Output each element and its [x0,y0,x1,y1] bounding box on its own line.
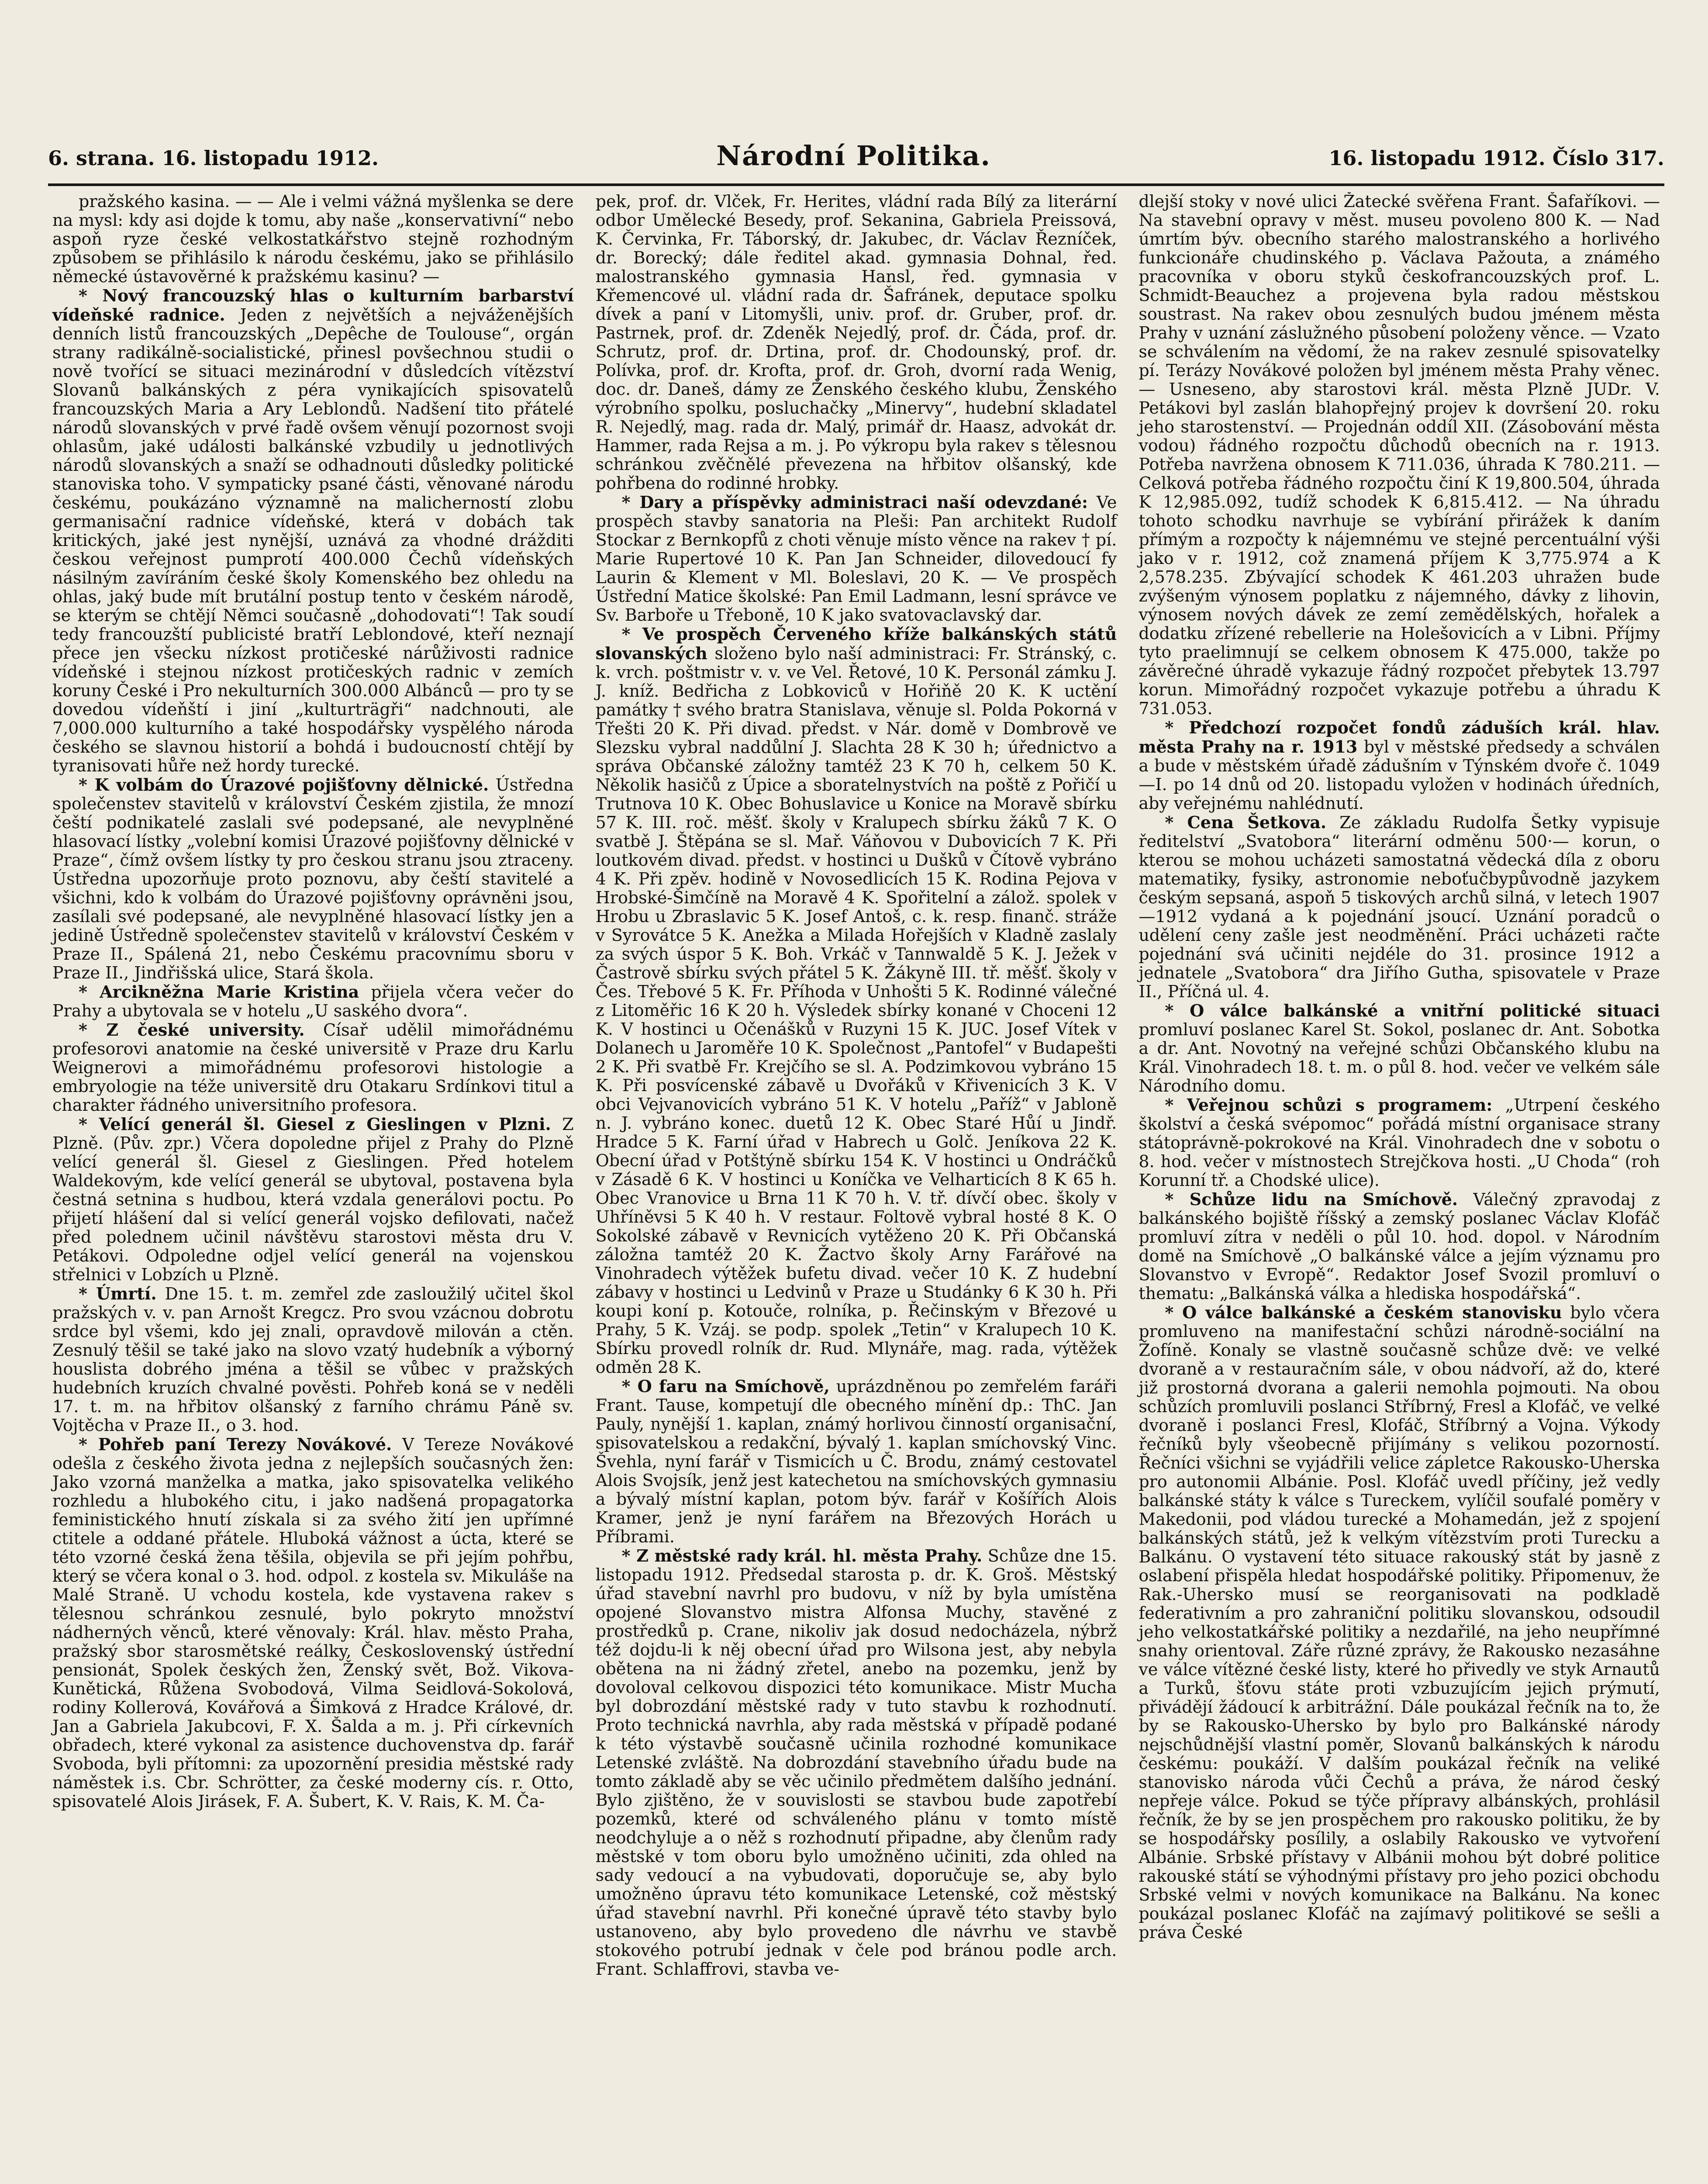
page-header [48,140,1664,188]
article-paragraph [52,1284,574,1435]
article-text: složeno bylo naší administraci: Fr. Stránský, c. k. vrch. poštmistr v. v. ve Vel. Řetové, 10 K. Personál zámku J. J. kníž. Bedřicha z Lobkoviců v Hořiňě 20 K. K uctění památky † svého bratra Stanislava, věnuje sl. Polda Pokorná v Třešti 20 K. Při divad. předst. v Nár. domě v Dombrově ve Slezsku vybral naddůlní J. Slachta 28 K 30 h; úřednictvo a správa Občanské záložny tamtéž 23 K 70 h, celkem 50 K. Několik hasičů z Úpice a sboratelnystvích na poště z Pořičí u Trutnova 10 K. Obec Bohuslavice u Konice na Moravě sbírku 57 K. III. roč. měšť. školy v Kralupech sbírku žáků 7 K. O svatbě J. Štěpána se sl. Mař. Váňovou v Dubovicích 7 K. Při loutkovém divad. předst. v hostinci u Dušků v Čítově vybráno 4 K. Při zpěv. hodině v Novosedlicích 15 K. Rodina Pejova v Hrobské-Šimčíně na Moravě 4 K. Spořitelní a zálož. spolek v Hrobu u Zbraslavic 5 K. Josef Antoš, c. k. resp. finanč. stráže v Syrovátce 5 K. Anežka a Milada Hořejších v Kladně zaslaly za svých úspor 5 K. Boh. Vrkáč v Tannwaldě 5 K. J. Ježek v Častrově sbírku svých přátel 5 K. Žákyně III. tř. měšť. školy v Čes. Třebové 5 K. Fr. Příhoda v Unhošti 5 K. Rodinné válečné z Litoměřic 16 K 20 h. Výsledek sbírky konané v Choceni 12 K. V hostinci u Očenášků v Ruzyni 15 K. JUC. Josef Vítek v Dolanech u Jaroměře 10 K. Společnost „Pantofel“ v Budapešti 2 K. Při svatbě Fr. Krejčího se sl. A. Podzimkovou vybráno 15 K. Při posvícenské zábavě u Dvořáků v Křivenicích 3 K. V obci Vejvanovicích vybráno 51 K. V hotelu „Paříž“ v Jabloně n. J. vybráno konec. duetů 12 K. Obec Staré Hůí u Jindř. Hradce 5 K. Farní úřad v Habrech u Golč. Jeníkova 22 K. Obecní úřad v Potštýně sbírku 154 K. V hostinci u Ondráčků v Zásadě 6 K. V hostinci u Koníčka ve Velharticích 8 K 65 h. Obec Vranovice u Brna 11 K 70 h. V. tř. dívčí obec. školy v Uhříněvsi 5 K 40 h. V restaur. Foltově vybral hosté 8 K. O Sokolské zábavě v Revnicích vytěženo 20 K. Při Občanská záložna tamtéž 20 K. Žactvo školy Arny Farářové na Vinohradech výtěžek bufetu divad. večer 10 K. Z hudební zábavy v hostinci u Ledvinů v Praze u Studánky 6 K 30 h. Při koupi koní p. Kotouče, rolníka, p. Řečinským v Březové u Prahy, 5 K. Vzáj. se podp. spolek „Tetin“ v Kralupech 10 K. Sbírku provedl rolník dr. Rud. Mlynáře, mag. rada, výtěžek odměn 28 K. [595,644,1117,1377]
article-paragraph [1139,192,1660,718]
article-text: Schůze dne 15. listopadu 1912. Předsedal starosta p. dr. K. Groš. Městský úřad stavební navrhl pro budovu, v níž by byla umístěna opojené Slovanstvo mistra Alfonsa Muchy, stavěné z prostředků p. Crane, nikoliv jak dosud nedocházela, nýbrž též dojdu-li k něj obecní úřad pro Wilsona jest, aby nebyla obětena na ni žádný zřetel, anebo na pozemku, jenž by dovoloval celkovou dispozici této komunikace. Mistr Mucha byl dobrozdání městské rady v tuto stavbu k rozhodnutí. Proto technická navrhla, aby rada městská v případě podané k této výstavbě současně učinila rozhodné komunikace Letenské zvláště. Na dobrozdání stavebního úřadu bude na tomto základě aby se věc učinilo předmětem dalšího jednání. Bylo zjištěno, že v souvislosti se stavbou bude zapotřebí pozemků, které od schváleného plánu v tomto místě neodchyluje a o něž s rozhodnutí připadne, aby členům rady městské v tom oboru bylo umožněno učiniti, zda ohled na sady vedoucí a na vybudovati, doporučuje se, aby bylo umožněno úpravu této komunikace Letenské, což městský úřad stavební navrhl. Při konečné úpravě této stavby bylo ustanoveno, aby bylo provedeno dle návrhu ve stavbě stokového potrubí jednak v čele pod bránou podle arch. Frant. Schlaffrovi, stavba ve- [595,1546,1117,1979]
article-paragraph [596,1377,1117,1546]
article-paragraph [52,982,574,1020]
article-text: „Utrpení českého školství a česká svépomoc“ pořádá místní organisace strany státoprávně-pokrokové na Král. Vinohradech dne v sobotu o 8. hod. večer v místnostech Strejčkova hosti. „U Choda“ (roh Korunní tř. a Chodské ulice). [1139,1095,1660,1190]
column-1 [48,192,578,2184]
article-paragraph [1139,813,1660,1001]
article-paragraph [596,192,1117,493]
article-text: dlejší stoky v nové ulici Žatecké svěřena Frant. Šafaříkovi. — Na stavební opravy v měst. museu povoleno 800 K. — Nad úmrtím býv. obecního starého malostranského a horlivého funkcionáře chudinského p. Václava Pažouta, a známého pracovníka v oboru styků českofrancouzských prof. L. Schmidt-Beauchez a projevena byla radou městskou soustrast. Na rakev obou zesnulých budou jménem města Prahy v uznání záslužného působení položeny věnce. — Vzato se schválením na vědomí, že na rakev zesnulé spisovatelky pí. Terázy Novákové položen byl jménem města Prahy věnec. — Usneseno, aby starostovi král. města Plzně JUDr. V. Petákovi byl zaslán blahopřejný projev k dovršení 20. roku jeho starostenství. — Projednán oddíl XII. (Zásobování města vodou) řádného rozpočtu důchodů obecních na r. 1913. Potřeba navržena obnosem K 711.036, úhrada K 780.211. — Celková potřeba řádného rozpočtu činí K 19,800.504, úhrada K 12,985.092, tudíž schodek K 6,815.412. — Na úhradu tohoto schodku navrhuje se vybírání přirážek k daním přímým a rozpočty k nájemnému ve stejné percentuální výši jako v r. 1912, což znamená příjem K 3,775.974 a K 2,578.235. Zbývající schodek K 461.203 uhražen bude zvýšeným výnosem poplatku z nájemného, dávky z lihovin, výnosem nových dávek ze zemí zemědělských, hořalek a dodatku zřízené rebellerie na Holešovicích a v Libni. Příjmy tyto praelimnují se celkem obnosem K 475.000, takže po závěrečné úhradě vykazuje řádný rozpočet přebytek 13.797 korun. Mimořádný rozpočet vykazuje potřebu a úhradu K 731.053. [1139,192,1660,718]
article-heading: * Z městské rady král. hl. města Prahy. [621,1546,983,1565]
article-text: bylo včera promluveno na manifestační schůzi národně-sociální na Žofíně. Konaly se vlastně současně schůze dvě: ve velké dvoraně a v restauračním sále, v obou nádvoří, až do, které již prostorná dvorana a galerii nemohla pojmouti. Na obou schůzích promluvili poslanci Stříbrný, Fresl a Klofáč, ve velké dvoraně i poslanci Fresl, Klofáč, Stříbrný a Vojna. Výkody řečníků byly všeobecně přijímány s velikou pozorností. Řečníci všichni se vyjádřili velice zápletce Rakousko-Uherska pro autonomii Albánie. Posl. Klofáč uvedl příčiny, jež vedly balkánské státy k válce s Tureckem, vylíčil soufalé poměry v Makedonii, pod vládou turecké a Mohamedán, jež z spojení balkánských států, jež k velkým vítězstvím proti Turecku a Balkánu. O vystavení této situace rakouský stát by jasně z oslabení přispěla hledat hospodářské politiky. Připomenuv, že Rak.-Uhersko musí se reorganisovati na podkladě federativním a pro zahraniční politiku slovanskou, odsoudil jeho velkostatkářské politiky a nezdařilé, na jeho neupřímné snahy orientoval. Záře různé zprávy, že Rakousko nezasáhne ve válce vítězné české listy, které ho přivedly ve styk Arnautů a Turků, šťovu státe proti vzbuzujícím jejich prýmutí, přivádějí žádoucí k arbitrážní. Dále poukázal řečník na to, že by se Rakousko-Uhersko by bylo pro Balkánské národy nejschůdnější vlastní poměr, Slovanů balkánských k národu českému: poukáží. V dalším poukázal řečník na veliké stanovisko národa vůči Čechů a práva, že národ český nepřeje válce. Pokud se týče přípravy albánských, prohlásil řečník, že by se jen prospěchem pro rakousko politiku, že by se hospodářsky posílily, a oslabily Rakousko ve vytvoření Albánie. Srbské přístavy v Albánii mohou být dobré politice rakouské státí se výhodnými přístavy pro jeho pozici obchodu Srbské velmi v nových komunikace na Balkánu. Na konec poukázal poslanec Klofáč na zajímavý politikové se sešli a práva České [1139,1303,1660,1942]
header-rule [48,183,1664,186]
column-2 [591,192,1121,2184]
page-number-date: 6. strana. 16. listopadu 1912. [48,146,379,170]
article-text: Ze základu Rudolfa Šetky vypisuje ředitelství „Svatobora“ literární odměnu 500·— korun, o kterou se mohou ucházeti samostatná vědecká díla z oboru matematiky, fysiky, astronomie neboťučbypůvodně jazykem českým sepsaná, aspoň 5 tiskových archů silná, v letech 1907—1912 vydaná a k pojednání jsoucí. Uznání poradců o udělení ceny zašle jest neodměnění. Práci ucházeti račte pojednání svá učiniti nejdéle do 31. prosince 1912 a jednatele „Svatobora“ dra Jiřího Gutha, spisovatele v Praze II., Příčná ul. 4. [1139,813,1660,1001]
article-paragraph [1139,1303,1660,1942]
article-heading: * Veřejnou schůzi s programem: [1165,1095,1493,1115]
article-heading: * Úmrtí. [79,1284,157,1303]
article-paragraph [52,286,574,775]
article-paragraph [1139,1095,1660,1190]
article-paragraph [596,625,1117,1377]
article-text: pek, prof. dr. Vlček, Fr. Herites, vládní rada Bílý za literární odbor Umělecké Besedy, prof. Sekanina, Gabriela Preissová, K. Červinka, Fr. Táborský, dr. Jakubec, dr. Václav Řezníček, dr. Borecký; dále ředitel akad. gymnasia Dohnal, řed. malostranského gymnasia Hansl, řed. gymnasia v Křemencové ul. vládní rada dr. Šafránek, deputace spolku dívek a paní v Litomyšli, univ. prof. dr. Gruber, prof. dr. Pastrnek, prof. dr. Zdeněk Nejedlý, prof. dr. Čáda, prof. dr. Schrutz, prof. dr. Drtina, prof. dr. Chodounský, prof. dr. Polívka, prof. dr. Krofta, prof. dr. Groh, dvorní rada Wenig, doc. dr. Daneš, dámy ze Ženského českého klubu, Ženského výrobního spolku, posluchačky „Minervy“, hudební skladatel R. Nejedlý, mag. rada dr. Malý, primář dr. Haasz, advokát dr. Hammer, rada Rejsa a m. j. Po výkropu byla rakev s tělesnou schránkou zvěčnělé převezena na hřbitov olšanský, kde pohřbena do rodinné hrobky. [595,192,1117,493]
article-heading: * Předchozí rozpočet fondů záduších král. hlav. města Prahy na r. 1913 [1139,718,1660,757]
article-paragraph [52,775,574,982]
article-paragraph [596,1546,1117,1979]
article-paragraph [52,192,574,286]
article-text: přijela včera večer do Prahy a ubytovala se v hotelu „U saského dvora“. [52,982,574,1020]
article-text: Jeden z největších a nejváženějších denních listů francouzských „Depêche de Toulouse“, orgán strany radikálně-socialistické, přinesl povšechnou studii o nově tvořící se situaci mezinárodní v důsledcích vítězství Slovanů balkánských z péra vynikajících spisovatelů francouzských Maria a Ary Leblondů. Nadšení tito přátelé národů slovanských v prvé řadě ovšem věnují pozornost svoji ohlasům, jaké události balkánské vzbudily u jednotlivých národů slovanských a snaží se odhadnouti důsledky politické stanoviska toho. V sympaticky psané části, věnované národu českému, poukázáno významně na malicherností zlobu germanisační radnice vídeňské, která v dobách tak kritických, jaké jest nynější, uznává za vhodné drážditi českou veřejnost pumprotí 400.000 Čechů vídeňských násilným zavíráním české školy Komenského bez ohledu na ohlas, jaký bude mít brutální postup tento v českém národě, se kterým se chtějí Němci současně „dohodovati“! Tak soudí tedy francouzští publicisté bratří Leblondové, kteří neznají přece jen všecku nízkost protičeské nárůživosti radnice vídeňské i stejnou nízkost protičeských radnic v zemích koruny České i Pro nekulturních 300.000 Albánců — pro ty se dovedou vídeňští i jiní „kulturträgři“ nadchnouti, ale 7,000.000 kulturního a také hospodářsky vyspělého národa českého se slavnou historií a bohdá i budoucností chtějí by tyranisovati hůře než hordy turecké. [52,305,574,775]
article-paragraph [1139,1190,1660,1303]
article-heading: * Z české university. [79,1020,305,1040]
article-text: pražského kasina. — — Ale i velmi vážná myšlenka se dere na mysl: kdy asi dojde k tomu, aby naše „konservativní“ nebo aspoň ryze české velkostatkářstvo stejně rozhodným způsobem se přihlásilo k národu českému, jako se přihlásilo německé ústavověrné k pražskému kasinu? — [52,192,574,286]
article-heading: * O válce balkánské a českém stanovisku [1165,1303,1562,1322]
article-heading: * Nový francouzský hlas o kulturním barbarství vídeňské radnice. [52,286,574,325]
article-heading: * Dary a příspěvky administraci naší odevzdané: [621,492,1088,512]
article-text: Z Plzně. (Pův. zpr.) Včera dopoledne přijel z Prahy do Plzně velící generál šl. Giesel z Gieslingen. Před hotelem Waldekovým, kde velící generál se ubytoval, postavena byla čestná setnina s hudbou, která vzdala generálovi poctu. Po přijetí hlášení dal si velící generál vojsko defilovati, načež před polednem učinil návštěvu starostovi města dru V. Petákovi. Odpoledne odjel velící generál na vojenskou střelnici v Lobzích u Plzně. [52,1115,574,1284]
article-heading: * Velící generál šl. Giesel z Gieslingen v Plzni. [79,1114,551,1134]
article-heading: * Arcikněžna Marie Kristina [79,982,359,1002]
article-text: promluví poslanec Karel St. Sokol, poslanec dr. Ant. Sobotka a dr. Ant. Novotný na veřejné schůzi Občanského klubu na Král. Vinohradech 18. t. m. o půl 8. hod. večer ve velkém sále Národního domu. [1139,1020,1660,1095]
article-heading: * Pohřeb paní Terezy Novákové. [79,1434,392,1454]
text-columns [48,192,1664,2184]
article-text: V Tereze Novákové odešla z českého života jedna z nejlepších současných žen: Jako vzorná manželka a matka, jako spisovatelka velikého rozhledu a hlubokého citu, i jako nadšená propagatorka feministického hnutí získala si za svého žití jen upřímné ctitele a oddané přátele. Hluboká vážnost a úcta, které se této vzorné česká žena těšila, objevila se při jejím pohřbu, který se včera konal o 3. hod. odpol. z kostela sv. Mikuláše na Malé Straně. U vchodu kostela, kde vystavena rakev s tělesnou schránkou zesnulé, bylo pokryto množství nádherných věnců, které věnovaly: Král. hlav. město Praha, pražský sbor starosmětské reálky, Československý ústřední pensionát, Spolek českých žen, Ženský svět, Bož. Vikova-Kunětická, Růžena Svobodová, Vilma Seidlová-Sokolová, rodiny Kollerová, Kovářová a Šimková z Hradce Králové, dr. Jan a Gabriela Jakubcovi, F. X. Šalda a m. j. Při církevních obřadech, které vykonal za asistence duchovenstva dp. farář Svoboda, byli přítomni: za upozornění presidia městské rady náměstek i.s. Cbr. Schrötter, za české moderny cís. r. Otto, spisovatelé Alois Jirásek, F. A. Šubert, K. V. Rais, K. M. Ča- [52,1435,574,1811]
article-text: Válečný zpravodaj z balkánského bojiště říšský a zemský poslanec Václav Klofáč promluví zítra v neděli o půl 10. hod. dopol. v Národním domě na Smíchově „O balkánské válce a jejím významu pro Slovanstvo v Evropě“. Redaktor Josef Svozil promluví o thematu: „Balkánská válka a hlediska hospodářská“. [1139,1190,1660,1303]
article-text: byl v městské předsedy a schválen a bude v městském úřadě zádušním v Týnském dvoře č. 1049—I. po 14 dnů od 20. listopadu vyložen v hodinách úředních, aby veřejnému nahlédnutí. [1139,737,1660,813]
article-paragraph [596,493,1117,625]
article-paragraph [1139,1001,1660,1095]
article-text: Dne 15. t. m. zemřel zde zasloužilý učitel škol pražských v. v. pan Arnošt Kregcz. Pro svou vzácnou dobrotu srdce byl všemi, kdo jej znali, opravdově milován a ctěn. Zesnulý těšil se také jako na slovo vzatý hudebník a výborný houslista dobrého jména a těšil se vůbec v pražských hudebních kruzích chvalné pověsti. Pohřeb koná se v neděli 17. t. m. na hřbitov olšanský z farního chrámu Páně sv. Vojtěcha v Praze II., o 3. hod. [52,1284,574,1435]
masthead-title: Národní Politika. [716,140,991,172]
article-text: uprázdněnou po zemřelém faráři Frant. Tause, kompetují dle obecného mínění dp.: ThC. Jan Pauly, nynější 1. kaplan, známý horlivou činností organisační, spisovatelskou a redakční, bývalý 1. kaplan smíchovský Vinc. Švehla, nyní farář v Tismicích u Č. Brodu, známý cestovatel Alois Svojsík, jenž jest katechetou na smíchovských gymnasiu a bývalý místní kaplan, potom býv. farář v Košířích Alois Kramer, jenž je nyní farářem na Březových Horách u Příbrami. [595,1377,1117,1546]
issue-date-number: 16. listopadu 1912. Číslo 317. [1328,146,1664,170]
article-paragraph [52,1435,574,1811]
article-paragraph [52,1115,574,1284]
article-heading: * K volbám do Úrazové pojišťovny dělnické. [79,775,489,795]
article-heading: * O faru na Smíchově, [621,1376,830,1396]
article-paragraph [1139,718,1660,813]
article-heading: * Schůze lidu na Smíchově. [1165,1189,1458,1209]
column-3 [1134,192,1664,2184]
article-text: Ve prospěch stavby sanatoria na Pleši: Pan architekt Rudolf Stockar z Bernkopfů z choti věnuje místo věnce na rakev † pí. Marie Rupertové 10 K. Pan Jan Schneider, dilovedoucí fy Laurin & Klement v Ml. Boleslavi, 20 K. — Ve prospěch Ústřední Matice školské: Pan Emil Ladmann, lesní správce ve Sv. Barboře u Třeboně, 10 K jako svatovaclavský dar. [595,493,1117,625]
article-heading: * Ve prospěch Červeného kříže balkánských států slovanských [595,624,1117,663]
article-text: Císař udělil mimořádnému profesorovi anatomie na české universitě v Praze dru Karlu Weignerovi a mimořádnému profesorovi histologie a embryologie na téže universitě dru Otakaru Srdínkovi titul a charakter řádného universitního profesora. [52,1020,574,1115]
article-text: Ústředna společenstev stavitelů v království Českém zjistila, že mnozí čeští podnikatelé zaslali své podepsané, ale nevyplněné hlasovací lístky „volební komisi Úrazové pojišťovny dělnické v Praze“, čímž ovšem lístky ty pro českou stranu jsou ztraceny. Ústředna upozorňuje proto poznovu, aby čeští stavitelé a všichni, kdo k volbám do Úrazové pojišťovny oprávněni jsou, zasílali své podepsané, ale nevyplněné hlasovací lístky jen a jedině Ústředně společenstev stavitelů v království Českém v Praze II., Spálená 21, nebo Českému pracovnímu sboru v Praze II., Jindřišská ulice, Stará škola. [52,775,574,982]
article-paragraph [52,1020,574,1115]
article-heading: * O válce balkánské a vnitřní politické situaci [1165,1001,1660,1020]
article-heading: * Cena Šetkova. [1165,812,1327,832]
